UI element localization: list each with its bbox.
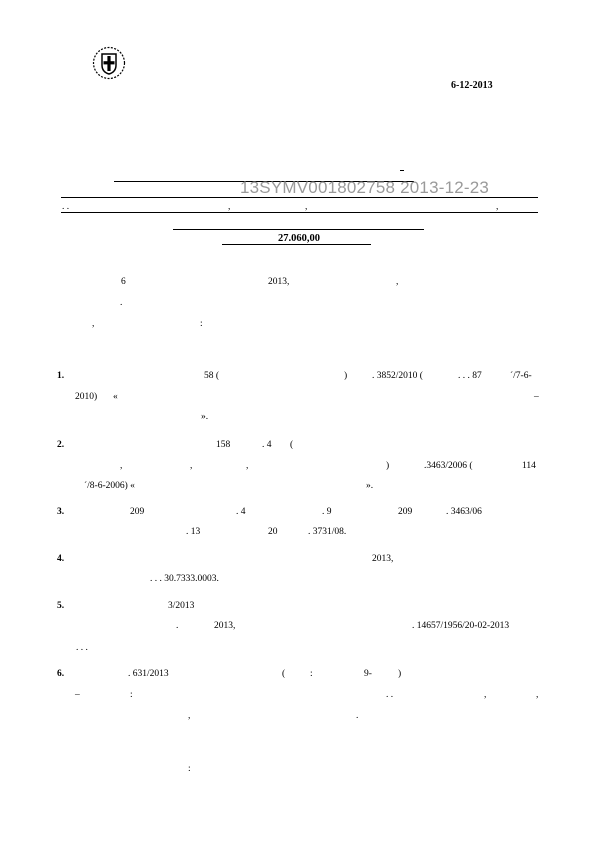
item-text: . 13: [186, 527, 201, 537]
item-text: . . . 30.7333.0003.: [150, 574, 219, 584]
item-text: 2013,: [214, 621, 236, 631]
item-text: . . .: [76, 643, 88, 653]
item-text: ): [344, 371, 348, 381]
item-number: 6.: [57, 669, 65, 679]
item-text: ».: [366, 481, 374, 491]
item-text: ,: [120, 461, 123, 471]
item-text: ´/8-6-2006) «: [84, 481, 135, 491]
item-text: 114: [522, 461, 536, 471]
item-number: 5.: [57, 601, 65, 611]
item-text: . 4: [236, 507, 246, 517]
item-number: 4.: [57, 554, 65, 564]
item-text: 2013,: [372, 554, 394, 564]
item-text: :: [130, 690, 133, 700]
item-text: :: [188, 764, 191, 774]
item-text: –: [534, 392, 539, 402]
item-text: «: [113, 392, 118, 402]
item-text: 209: [130, 507, 145, 517]
item-text: 209: [398, 507, 413, 517]
ada-watermark: 13SYMV001802758 2013-12-23: [240, 178, 490, 197]
item-text: .: [176, 621, 179, 631]
heading-rule-4: [173, 229, 424, 230]
item-text: 2010): [75, 392, 98, 402]
item-text: ,: [536, 690, 539, 700]
item-text: . . . 87: [458, 371, 482, 381]
item-text: :: [310, 669, 313, 679]
item-text: . 3731/08.: [308, 527, 347, 537]
item-text: 20: [268, 527, 278, 537]
item-text: . 4: [262, 440, 272, 450]
heading-rule-3: [61, 212, 538, 213]
intro-text: 6: [121, 277, 126, 287]
item-text: (: [290, 440, 294, 450]
item-text: ,: [190, 461, 193, 471]
item-text: .: [356, 711, 359, 721]
item-text: ): [398, 669, 402, 679]
dash-mark: [400, 170, 404, 171]
intro-text: .: [120, 298, 123, 308]
heading-rule-2: [61, 197, 538, 198]
intro-text: ,: [92, 319, 95, 329]
greek-emblem-icon: [92, 46, 126, 80]
item-text: ».: [201, 412, 209, 422]
item-text: ): [386, 461, 390, 471]
item-text: 3/2013: [168, 601, 195, 611]
item-text: ,: [484, 690, 487, 700]
item-text: ,: [188, 711, 191, 721]
item-number: 3.: [57, 507, 65, 517]
item-text: . .: [386, 690, 394, 700]
item-text: –: [75, 690, 80, 700]
item-text: . 3463/06: [446, 507, 482, 517]
intro-text: :: [200, 319, 203, 329]
item-text: 9-: [364, 669, 372, 679]
item-text: . 9: [322, 507, 332, 517]
document-date: 6-12-2013: [451, 80, 493, 91]
item-text: .3463/2006 (: [424, 461, 473, 471]
intro-text: ,: [396, 277, 399, 287]
item-number: 1.: [57, 371, 65, 381]
intro-text: 2013,: [268, 277, 290, 287]
item-text: (: [282, 669, 286, 679]
amount-underline: [222, 244, 371, 245]
item-text: . 631/2013: [128, 669, 169, 679]
heading-mark: ,: [496, 202, 499, 212]
item-text: 58 (: [204, 371, 220, 381]
item-text: ´/7-6-: [510, 371, 532, 381]
item-text: . 3852/2010 (: [372, 371, 423, 381]
item-text: ,: [246, 461, 249, 471]
amount-value: 27.060,00: [278, 233, 320, 244]
heading-mark: . .: [62, 202, 70, 212]
item-text: 158: [216, 440, 231, 450]
heading-mark: ,: [305, 202, 308, 212]
heading-mark: ,: [228, 202, 231, 212]
item-number: 2.: [57, 440, 65, 450]
item-text: . 14657/1956/20-02-2013: [412, 621, 510, 631]
